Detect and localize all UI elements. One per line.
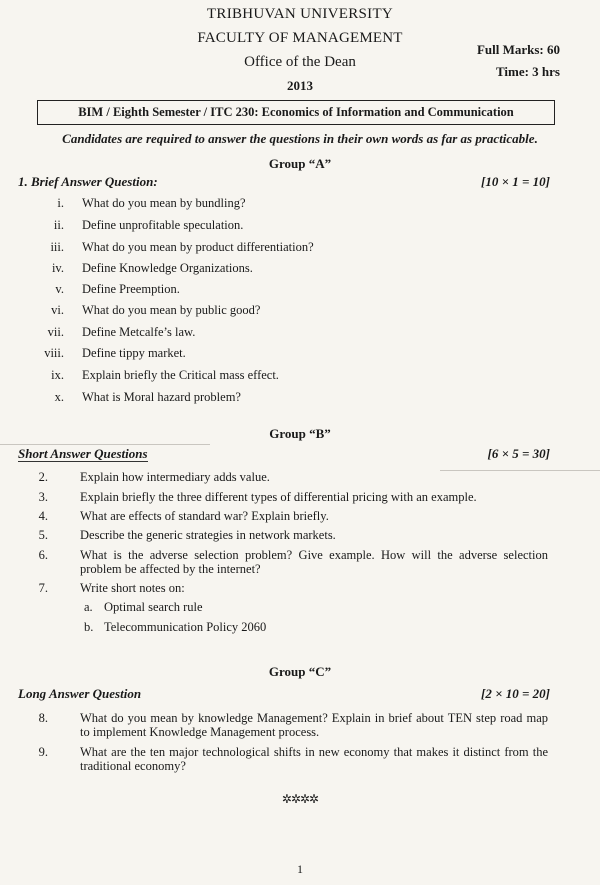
sub-item-text: Optimal search rule <box>104 600 203 614</box>
course-title: BIM / Eighth Semester / ITC 230: Economics of Information and Communication <box>37 100 555 125</box>
question-number: 7. <box>38 581 48 595</box>
sub-item-number: a. <box>84 600 93 614</box>
question-number: 2. <box>38 470 48 484</box>
question-text: Define tippy market. <box>82 346 186 360</box>
question-text: Describe the generic strategies in network markets. <box>80 528 336 542</box>
question-number: iii. <box>50 240 64 254</box>
question-text: Write short notes on: <box>80 581 185 595</box>
question-number: vi. <box>51 303 64 317</box>
instruction: Candidates are required to answer the questions in their own words as far as practicable. <box>62 131 538 146</box>
group-c-marks: [2 × 10 = 20] <box>481 686 550 701</box>
question-number: i. <box>57 196 64 210</box>
question-number: iv. <box>51 261 64 275</box>
question-text: What do you mean by bundling? <box>82 196 246 210</box>
question-text: What are the ten major technological shifts in new economy that makes it distinct from the traditional economy? <box>80 745 548 773</box>
question-number: ix. <box>51 368 64 382</box>
group-b-marks: [6 × 5 = 30] <box>487 446 550 461</box>
question-text: What is Moral hazard problem? <box>82 390 241 404</box>
exam-time: Time: 3 hrs <box>495 64 560 79</box>
question-text: What are effects of standard war? Explain briefly. <box>80 509 329 523</box>
page-number: 1 <box>297 862 303 876</box>
question-number: vii. <box>47 325 64 339</box>
question-number: 4. <box>38 509 48 523</box>
full-marks: Full Marks: 60 <box>476 42 560 57</box>
question-text: What do you mean by product differentiation? <box>82 240 314 254</box>
question-text: Define Knowledge Organizations. <box>82 261 253 275</box>
group-c-section-title: Long Answer Question <box>18 686 142 701</box>
exam-year: 2013 <box>287 78 313 93</box>
question-text: Explain how intermediary adds value. <box>80 470 270 484</box>
scan-artifact-line <box>440 470 600 471</box>
group-b-section-title: Short Answer Questions <box>18 446 148 461</box>
scan-artifact-line <box>0 444 210 445</box>
university-name: TRIBHUVAN UNIVERSITY <box>206 6 394 22</box>
sub-item-text: Telecommunication Policy 2060 <box>104 620 267 634</box>
question-text: Define unprofitable speculation. <box>82 218 244 232</box>
question-text: Define Preemption. <box>82 282 180 296</box>
question-number: 6. <box>38 548 48 562</box>
question-number: x. <box>54 390 64 404</box>
faculty-name: FACULTY OF MANAGEMENT <box>197 30 403 46</box>
group-a-section-title: 1. Brief Answer Question: <box>18 174 158 189</box>
question-text: Define Metcalfe’s law. <box>82 325 196 339</box>
question-text: Explain briefly the Critical mass effect. <box>82 368 279 382</box>
group-a-heading: Group “A” <box>268 156 332 171</box>
question-text: Explain briefly the three different types of differential pricing with an example. <box>80 490 477 504</box>
group-c-heading: Group “C” <box>268 664 332 679</box>
question-number: 8. <box>38 711 48 725</box>
question-number: 9. <box>38 745 48 759</box>
question-number: v. <box>55 282 64 296</box>
question-number: ii. <box>53 218 64 232</box>
question-number: 5. <box>38 528 48 542</box>
question-number: 3. <box>38 490 48 504</box>
question-text: What is the adverse selection problem? Give example. How will the adverse selection problem be affected by the internet? <box>80 548 548 576</box>
question-text: What do you mean by knowledge Management? Explain in brief about TEN step road map to implement Knowledge Management process. <box>80 711 548 739</box>
group-a-marks: [10 × 1 = 10] <box>481 174 550 189</box>
sub-item-number: b. <box>84 620 94 634</box>
question-text: What do you mean by public good? <box>82 303 261 317</box>
group-b-heading: Group “B” <box>269 426 331 441</box>
question-number: viii. <box>44 346 64 360</box>
office-name: Office of the Dean <box>244 54 356 70</box>
end-stars: ✲✲✲✲ <box>281 792 319 806</box>
